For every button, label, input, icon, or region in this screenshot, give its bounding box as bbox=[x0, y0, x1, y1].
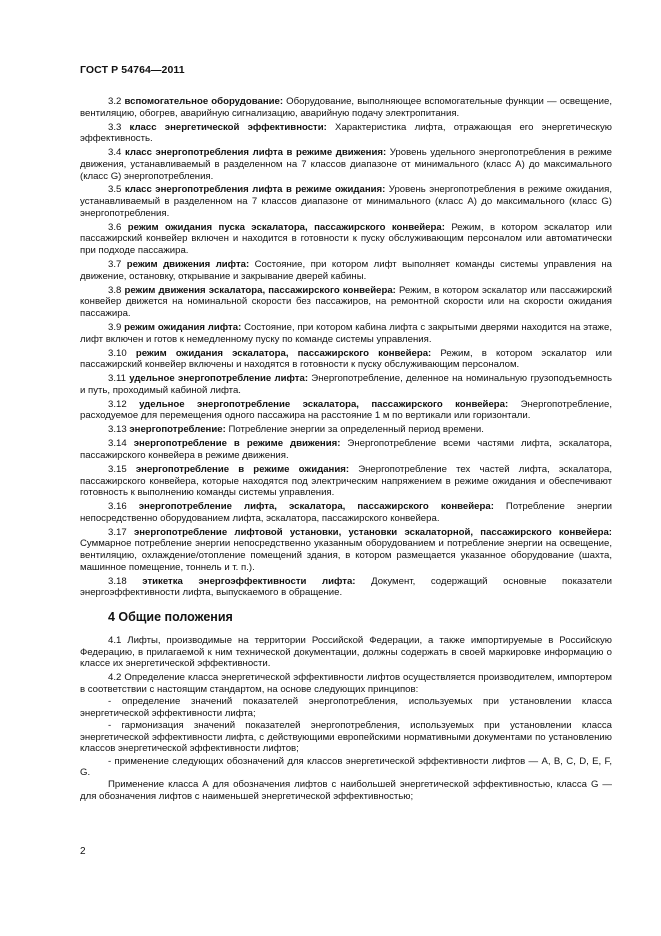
definitions-list bbox=[80, 96, 612, 599]
definition-term: удельное энергопотребление лифта: bbox=[129, 373, 309, 385]
definition-term: класс энергопотребления лифта в режиме ожидания: bbox=[124, 184, 386, 196]
definition-number: 3.7 bbox=[108, 259, 122, 271]
definition-text: Характеристика лифта, отражающая его энергетическую эффективность. bbox=[80, 121, 612, 145]
definition-item bbox=[80, 147, 612, 182]
definition-term: этикетка энергоэффективности лифта: bbox=[142, 575, 356, 587]
definition-text: Энергопотребление, расходуемое для перемещения одного пассажира на расстояние 1 м по вертикали или горизонтали. bbox=[80, 398, 612, 422]
definition-text: Энергопотребление, деленное на номинальную грузоподъемность и путь, проходимый кабиной лифта. bbox=[80, 373, 613, 396]
definition-item bbox=[80, 399, 612, 422]
definition-item bbox=[80, 501, 612, 524]
class-usage-paragraph: Применение класса А для обозначения лифтов с наибольшей энергетической эффективностью, класса G — для обозначения лифтов с наименьшей энергетической эффективностью; bbox=[80, 779, 612, 803]
definition-item bbox=[80, 259, 612, 282]
definition-number: 3.15 bbox=[108, 463, 127, 475]
definition-text: Оборудование, выполняющее вспомогательные функции — освещение, вентиляцию, обогрев, аварийную сигнализацию, аварийную подачу электропитания. bbox=[80, 96, 612, 119]
definition-text: Режим, в котором эскалатор или пассажирский конвейер движется на номинальной скорости без пассажиров, на ремонтной скорости или на скорости ожидания пассажира. bbox=[80, 284, 612, 320]
definition-text: Суммарное потребление энергии непосредственно указанным оборудованием и потребление энергии на освещение, вентиляцию, охлаждение/отопление помещений здания, в котором размещается указанное оборудование (шахта, машинное помещение, тоннель и т. п.). bbox=[80, 538, 612, 573]
definition-term: режим ожидания лифта: bbox=[124, 321, 242, 333]
definition-number: 3.8 bbox=[108, 284, 122, 296]
definition-term: энергопотребление в режиме движения: bbox=[133, 438, 341, 450]
principle-item: - применение следующих обозначений для классов энергетической эффективности лифтов — А, В, С, D, Е, F, G. bbox=[80, 755, 612, 779]
section-4-title: 4 Общие положения bbox=[108, 610, 233, 625]
principle-item: - определение значений показателей энергопотребления, используемых при установлении класса энергетической эффективности лифта; bbox=[80, 696, 612, 719]
definition-text: Состояние, при котором лифт выполняет команды системы управления на движение, остановку, открывание и закрывание дверей кабины. bbox=[80, 259, 613, 282]
definition-item bbox=[80, 322, 612, 345]
definition-item bbox=[80, 424, 612, 436]
definition-number: 3.5 bbox=[108, 184, 122, 196]
definition-term: вспомогательное оборудование: bbox=[124, 96, 284, 107]
definition-number: 3.4 bbox=[108, 147, 122, 159]
definition-term: класс энергопотребления лифта в режиме движения: bbox=[124, 147, 387, 159]
definition-number: 3.18 bbox=[108, 575, 127, 587]
definition-text: Состояние, при котором кабина лифта с закрытыми дверями находится на этаже, лифт включен и готов к немедленному пуску по команде системы управления. bbox=[80, 321, 612, 345]
definition-text: Режим, в котором эскалатор или пассажирский конвейер включен и находится в готовности к пуску обслуживающим персоналом или автоматически при подходе пассажира. bbox=[80, 221, 612, 257]
paragraph-4-2: 4.2 Определение класса энергетической эффективности лифтов осуществляется производителем, импортером в соответствии с настоящим стандартом, на основе следующих принципов: bbox=[80, 672, 612, 695]
definition-number: 3.2 bbox=[108, 96, 122, 107]
definition-number: 3.3 bbox=[108, 121, 122, 133]
definition-item bbox=[80, 527, 612, 574]
definition-number: 3.14 bbox=[108, 438, 127, 450]
definition-number: 3.9 bbox=[108, 321, 122, 333]
definition-text: Документ, содержащий основные показатели энергоэффективности лифта, выпускаемого в обращение. bbox=[80, 575, 612, 599]
definition-text: Режим, в котором эскалатор или пассажирский конвейер включены и находятся в готовности к пуску обслуживающим персоналом. bbox=[80, 347, 612, 371]
definition-text: Потребление энергии непосредственно оборудованием лифта, эскалатора, пассажирского конвейера. bbox=[80, 501, 613, 524]
definition-text: Уровень удельного энергопотребления в режиме движения, устанавливаемый в разделенном на 7 классов диапазоне от минимального (класс А) до максимального (класс G) энергопотребления. bbox=[80, 147, 613, 182]
definition-item bbox=[80, 285, 612, 320]
definition-text: Энергопотребление тех частей лифта, эскалатора, пассажирского конвейера, которые находятся под электрическим напряжением в режиме ожидания и обеспечивают готовность к выполнению команды системы управления. bbox=[80, 463, 612, 499]
document-body bbox=[80, 96, 612, 803]
definition-item bbox=[80, 576, 612, 599]
definition-item bbox=[80, 222, 612, 257]
definition-text: Энергопотребление всеми частями лифта, эскалатора, пассажирского конвейера в режиме движения. bbox=[80, 438, 612, 461]
definition-item bbox=[80, 438, 612, 461]
definition-term: энергопотребление в режиме ожидания: bbox=[135, 463, 350, 475]
definition-item bbox=[80, 184, 612, 219]
definition-term: режим движения лифта: bbox=[126, 259, 250, 271]
definition-term: энергопотребление лифтовой установки, установки эскалаторной, пассажирского конвейера: bbox=[133, 526, 612, 538]
definition-item bbox=[80, 464, 612, 499]
definition-number: 3.12 bbox=[108, 398, 127, 410]
definition-text: Потребление энергии за определенный период времени. bbox=[225, 424, 484, 436]
definition-term: режим ожидания пуска эскалатора, пассажирского конвейера: bbox=[127, 221, 445, 233]
definition-term: энергопотребление: bbox=[129, 424, 226, 436]
definition-item bbox=[80, 122, 612, 145]
definition-term: режим ожидания эскалатора, пассажирского конвейера: bbox=[135, 347, 432, 359]
definition-text: Уровень энергопотребления в режиме ожидания, устанавливаемый в разделенном на 7 классов диапазоне от минимального (класс А) до максимального (класс G) энергопотребления. bbox=[80, 184, 612, 219]
definition-term: энергопотребление лифта, эскалатора, пассажирского конвейера: bbox=[138, 501, 494, 513]
definition-number: 3.6 bbox=[108, 221, 122, 233]
paragraph-4-1: 4.1 Лифты, производимые на территории Российской Федерации, а также импортируемые в Российскую Федерацию, в прилагаемой к ним технической документации, должны содержать в своей маркировке информацию о классе их энергетической эффективности. bbox=[80, 634, 612, 670]
definition-term: режим движения эскалатора, пассажирского конвейера: bbox=[124, 284, 396, 296]
definition-item bbox=[80, 96, 612, 119]
definition-term: удельное энергопотребление эскалатора, пассажирского конвейера: bbox=[139, 398, 509, 410]
definition-number: 3.17 bbox=[108, 526, 127, 538]
principle-item: - гармонизация значений показателей энергопотребления, используемых при установлении класса энергетической эффективности лифта, с действующими европейскими нормативными документами по установлению классов энергетической эффективности лифтов; bbox=[80, 719, 612, 755]
definition-term: класс энергетической эффективности: bbox=[129, 121, 327, 133]
definition-number: 3.11 bbox=[108, 373, 126, 385]
definition-item bbox=[80, 373, 612, 396]
definition-number: 3.13 bbox=[108, 424, 127, 436]
definition-item bbox=[80, 348, 612, 371]
page-number: 2 bbox=[80, 846, 86, 857]
definition-number: 3.10 bbox=[108, 347, 127, 359]
page-header: ГОСТ Р 54764—2011 bbox=[80, 64, 185, 76]
definition-number: 3.16 bbox=[108, 501, 127, 513]
